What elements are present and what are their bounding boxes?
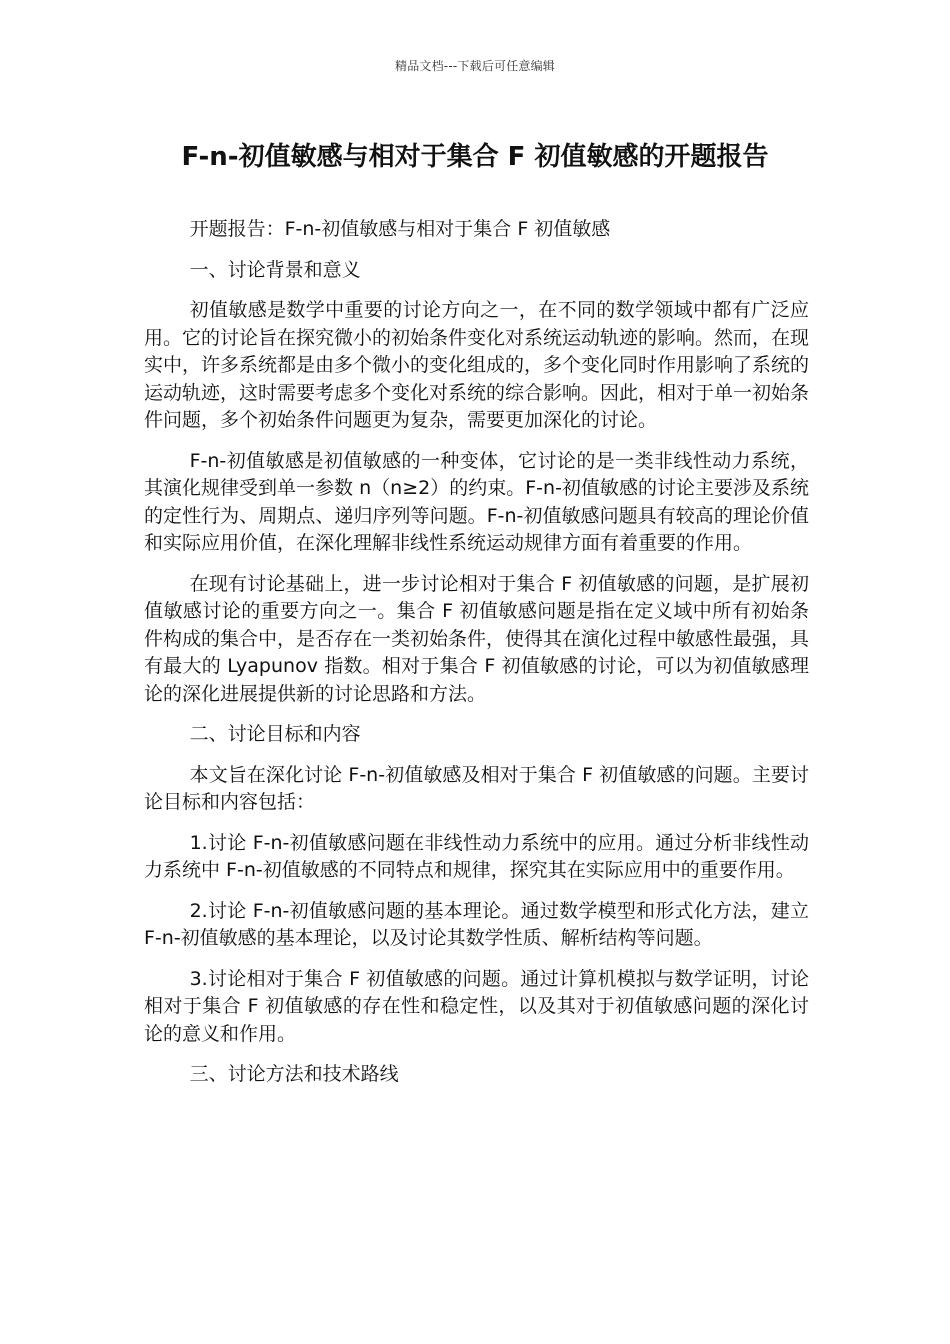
document-title: F-n-初值敏感与相对于集合 F 初值敏感的开题报告 — [181, 142, 769, 172]
goal-item-3: 3.讨论相对于集合 F 初值敏感的问题。通过计算机模拟与数学证明，讨论相对于集合 F 初值敏感的存在性和稳定性，以及其对于初值敏感问题的深化讨论的意义和作用。 — [144, 967, 809, 1045]
report-subtitle: 开题报告：F-n-初值敏感与相对于集合 F 初值敏感 — [189, 218, 611, 240]
paragraph-background-3: 在现有讨论基础上，进一步讨论相对于集合 F 初值敏感的问题，是扩展初值敏感讨论的重要方向之一。集合 F 初值敏感问题是指在定义域中所有初始条件构成的集合中，是否存在一类初始条件，使得其在演化过程中敏感性最强，具有最大的 Lyapunov 指数。相对于集合 F 初值敏感的讨论，可以为初值敏感理论的深化进展提供新的讨论思路和方法。 — [144, 572, 810, 705]
header-note: 精品文档---下载后可任意编辑 — [395, 59, 555, 73]
paragraph-background-2: F-n-初值敏感是初值敏感的一种变体，它讨论的是一类非线性动力系统，其演化规律受到单一参数 n（n≥2）的约束。F-n-初值敏感的讨论主要涉及系统的定性行为、周期点、递归序列等问题。F-n-初值敏感问题具有较高的理论价值和实际应用价值，在深化理解非线性系统运动规律方面有着重要的作用。 — [144, 449, 809, 554]
document-body — [144, 216, 809, 1102]
paragraph-goals-intro: 本文旨在深化讨论 F-n-初值敏感及相对于集合 F 初值敏感的问题。主要讨论目标和内容包括： — [144, 763, 809, 813]
section-heading-methods: 三、讨论方法和技术路线 — [189, 1063, 399, 1085]
section-heading-goals: 二、讨论目标和内容 — [189, 723, 361, 745]
section-heading-background: 一、讨论背景和意义 — [189, 258, 361, 281]
goal-item-2: 2.讨论 F-n-初值敏感问题的基本理论。通过数学模型和形式化方法，建立 F-n-初值敏感的基本理论，以及讨论其数学性质、解析结构等问题。 — [144, 899, 809, 949]
goal-item-1: 1.讨论 F-n-初值敏感问题在非线性动力系统中的应用。通过分析非线性动力系统中 F-n-初值敏感的不同特点和规律，探究其在实际应用中的重要作用。 — [144, 831, 809, 881]
paragraph-background-1: 初值敏感是数学中重要的讨论方向之一，在不同的数学领域中都有广泛应用。它的讨论旨在探究微小的初始条件变化对系统运动轨迹的影响。然而，在现实中，许多系统都是由多个微小的变化组成的，多个变化同时作用影响了系统的运动轨迹，这时需要考虑多个变化对系统的综合影响。因此，相对于单一初始条件问题，多个初始条件问题更为复杂，需要更加深化的讨论。 — [144, 299, 810, 431]
